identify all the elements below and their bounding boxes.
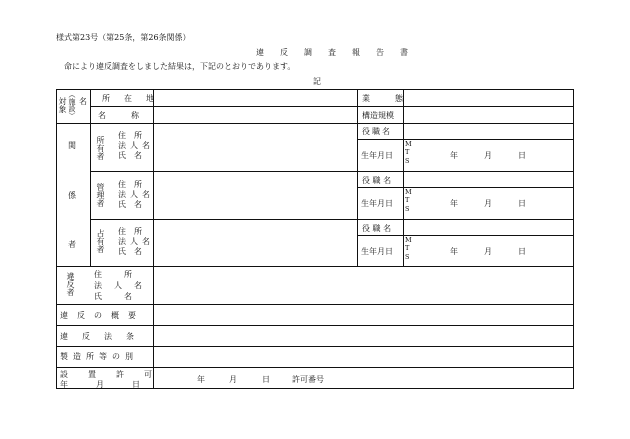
violator-label: 違反者 (66, 272, 75, 296)
occupant-era-s: S (405, 253, 410, 261)
row-line (357, 187, 574, 188)
manager-birth-label: 生年月日 (361, 199, 393, 208)
manager-year: 年 (450, 199, 458, 208)
row-line (56, 367, 574, 368)
manager-address-label: 住 所 (118, 180, 142, 189)
permit-number-label: 許可番号 (292, 375, 324, 384)
owner-birth-label: 生年月日 (361, 151, 393, 160)
target-side-sub: （施設） (68, 91, 76, 119)
occupant-era-t: T (405, 244, 410, 252)
permit-year: 年 (197, 375, 205, 384)
owner-era-s: S (405, 157, 410, 165)
manager-day: 日 (518, 199, 526, 208)
manager-corp-label: 法人名 (118, 190, 154, 199)
manager-position-label: 役 職 名 (362, 176, 392, 185)
business-label: 業 態 (362, 94, 406, 103)
violator-corp-label: 法 人 名 (94, 281, 144, 290)
row-line (56, 123, 574, 124)
occupant-birth-label: 生年月日 (361, 247, 393, 256)
target-side-name: 名 (79, 97, 87, 106)
owner-month: 月 (484, 151, 492, 160)
occupant-name-label: 氏 名 (118, 247, 142, 256)
row-line (90, 171, 574, 172)
law-label: 違反法条 (60, 332, 148, 341)
owner-year: 年 (450, 151, 458, 160)
violator-name-label: 氏 名 (94, 292, 134, 301)
persons-side-char: 係 (68, 191, 76, 200)
manager-era-m: M (405, 188, 412, 196)
occupant-label: 占有者 (96, 229, 105, 253)
persons-side-char: 関 (68, 141, 76, 150)
manager-name-label: 氏 名 (118, 200, 142, 209)
owner-address-label: 住 所 (118, 131, 142, 140)
row-line (56, 325, 574, 326)
persons-side-char: 者 (68, 240, 76, 249)
occupant-address-label: 住 所 (118, 227, 142, 236)
col-line (403, 89, 404, 266)
summary-label: 違反の概要 (60, 311, 145, 320)
manager-month: 月 (484, 199, 492, 208)
row-line (56, 266, 574, 267)
owner-corp-label: 法人名 (118, 141, 154, 150)
owner-day: 日 (518, 151, 526, 160)
ki-mark: 記 (313, 77, 321, 86)
manager-era-s: S (405, 205, 410, 213)
intro-text: 命により違反調査をしました結果は，下記のとおりであります。 (64, 62, 296, 71)
structure-label: 構造規模 (362, 111, 394, 120)
form-number: 様式第23号（第25条，第26条関係） (56, 33, 191, 42)
violator-address-label: 住 所 (94, 270, 134, 279)
occupant-era-m: M (405, 236, 412, 244)
row-line (357, 235, 574, 236)
permit-day: 日 (262, 375, 270, 384)
occupant-position-label: 役 職 名 (362, 224, 392, 233)
occupant-month: 月 (484, 247, 492, 256)
facility-label: 製造所等の別 (60, 352, 138, 361)
document-title: 違 反 調 査 報 告 書 (256, 48, 412, 57)
manager-label: 管理者 (96, 183, 105, 207)
target-side-label: 対象 (58, 97, 67, 113)
row-line (56, 346, 574, 347)
occupant-year: 年 (450, 247, 458, 256)
permit-label-line1: 設 置 許 可 (60, 370, 158, 379)
row-line (56, 304, 574, 305)
row-line (90, 219, 574, 220)
row-line (90, 106, 574, 107)
owner-position-label: 役職名 (362, 127, 392, 136)
permit-label-line2: 年 月 日 (60, 380, 144, 389)
col-line (90, 89, 91, 266)
occupant-day: 日 (518, 247, 526, 256)
name-label: 名 称 (98, 111, 142, 120)
address-label: 所 在 地 (102, 94, 157, 103)
col-line (357, 89, 358, 266)
owner-era-t: T (405, 148, 410, 156)
occupant-corp-label: 法人名 (118, 237, 154, 246)
permit-month: 月 (229, 375, 237, 384)
owner-name-label: 氏 名 (118, 151, 142, 160)
manager-era-t: T (405, 196, 410, 204)
owner-label: 所有者 (96, 136, 105, 160)
row-line (357, 139, 574, 140)
owner-era-m: M (405, 140, 412, 148)
